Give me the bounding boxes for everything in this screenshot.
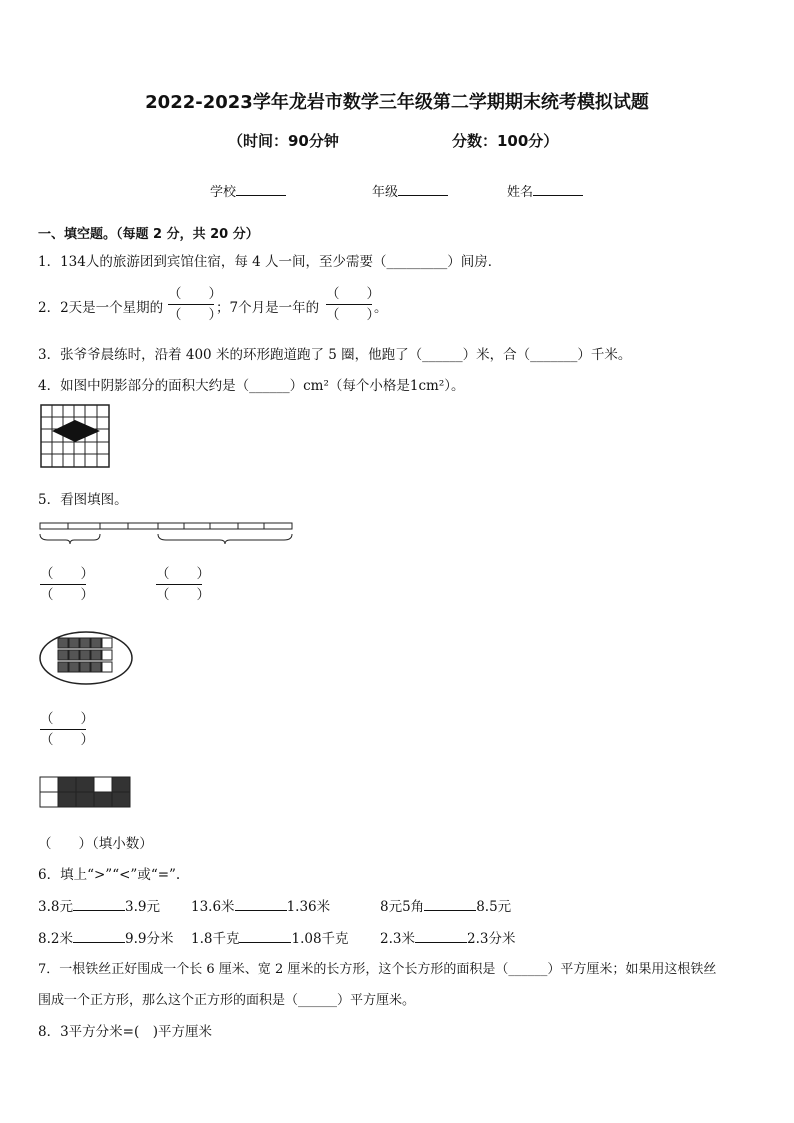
fraction-numerator[interactable]: （ ） bbox=[40, 564, 86, 585]
grade-blank[interactable] bbox=[398, 182, 448, 196]
q6-compare-1-1[interactable] bbox=[38, 895, 160, 915]
score-label: 分数：100分） bbox=[452, 132, 559, 150]
question-2-text-b: ；7个月是一年的 bbox=[216, 300, 320, 316]
grade-field[interactable] bbox=[372, 181, 448, 200]
question-2-text-a: 2．2天是一个星期的 bbox=[38, 300, 164, 316]
q5-segment-bar bbox=[38, 518, 298, 546]
q5-decimal-answer[interactable]: （ ）（填小数） bbox=[38, 836, 153, 852]
q5-fraction-1[interactable] bbox=[40, 564, 94, 605]
compare-right: 2.3分米 bbox=[466, 931, 516, 947]
question-8: 8．3平方分米=( )平方厘米 bbox=[38, 1024, 213, 1040]
compare-left: 2.3米 bbox=[380, 931, 415, 947]
question-2-text-c: 。 bbox=[374, 300, 388, 316]
compare-left: 3.8元 bbox=[38, 899, 73, 915]
q6-compare-1-3[interactable] bbox=[380, 895, 511, 915]
name-field[interactable] bbox=[507, 181, 583, 200]
fraction-numerator[interactable]: （ ） bbox=[168, 284, 214, 305]
fraction-denominator[interactable]: （ ） bbox=[168, 307, 222, 323]
section-heading: 一、填空题。（每题 2 分，共 20 分） bbox=[38, 227, 259, 242]
question-5: 5．看图填图。 bbox=[38, 492, 128, 508]
q5-shaded-grid bbox=[38, 775, 138, 811]
fraction-denominator[interactable]: （ ） bbox=[40, 732, 94, 748]
school-blank[interactable] bbox=[236, 182, 286, 196]
fraction-denominator[interactable]: （ ） bbox=[156, 587, 210, 603]
page-title: 2022-2023学年龙岩市数学三年级第二学期期末统考模拟试题 bbox=[145, 92, 649, 113]
question-7-line-2: 围成一个正方形，那么这个正方形的面积是（______）平方厘米。 bbox=[38, 993, 416, 1008]
question-2-fraction-1[interactable] bbox=[168, 284, 222, 325]
fraction-numerator[interactable]: （ ） bbox=[326, 284, 372, 305]
compare-right: 1.36米 bbox=[286, 899, 331, 915]
compare-left: 1.8千克 bbox=[191, 931, 240, 947]
fraction-denominator[interactable]: （ ） bbox=[326, 307, 380, 323]
compare-right: 3.9元 bbox=[124, 899, 160, 915]
school-label: 学校 bbox=[210, 185, 237, 200]
q4-grid-figure bbox=[40, 404, 112, 470]
q6-compare-2-2[interactable] bbox=[191, 927, 349, 947]
q6-compare-2-3[interactable] bbox=[380, 927, 515, 947]
question-2-fraction-2[interactable] bbox=[326, 284, 380, 325]
compare-right: 1.08千克 bbox=[291, 931, 349, 947]
compare-right: 9.9分米 bbox=[124, 931, 174, 947]
compare-blank[interactable] bbox=[235, 897, 287, 911]
fraction-numerator[interactable]: （ ） bbox=[156, 564, 202, 585]
compare-right: 8.5元 bbox=[476, 899, 512, 915]
question-1: 1．134人的旅游团到宾馆住宿，每 4 人一间，至少需要（_________）间房． bbox=[38, 254, 502, 270]
compare-blank[interactable] bbox=[73, 897, 125, 911]
compare-left: 8.2米 bbox=[38, 931, 73, 947]
school-field[interactable] bbox=[210, 181, 286, 200]
compare-blank[interactable] bbox=[73, 929, 125, 943]
compare-blank[interactable] bbox=[415, 929, 467, 943]
q5-fraction-3[interactable] bbox=[40, 709, 94, 750]
fraction-denominator[interactable]: （ ） bbox=[40, 587, 94, 603]
compare-left: 13.6米 bbox=[191, 899, 235, 915]
compare-blank[interactable] bbox=[239, 929, 291, 943]
question-6: 6．填上“>”“<”或“=”. bbox=[38, 867, 181, 883]
question-4: 4．如图中阴影部分的面积大约是（______）cm²（每个小格是1cm²）。 bbox=[38, 378, 465, 394]
fraction-numerator[interactable]: （ ） bbox=[40, 709, 86, 730]
name-blank[interactable] bbox=[533, 182, 583, 196]
time-label: （时间：90分钟 bbox=[228, 132, 339, 150]
compare-blank[interactable] bbox=[424, 897, 476, 911]
q5-ellipse-grid bbox=[38, 630, 136, 686]
compare-left: 8元5角 bbox=[380, 899, 425, 915]
name-label: 姓名 bbox=[507, 185, 534, 200]
q6-compare-1-2[interactable] bbox=[191, 895, 330, 915]
question-7-line-1: 7．一根铁丝正好围成一个长 6 厘米、宽 2 厘米的长方形，这个长方形的面积是（______）平方厘米；如果用这根铁丝 bbox=[38, 962, 717, 977]
grade-label: 年级 bbox=[372, 185, 399, 200]
question-3: 3．张爷爷晨练时，沿着 400 米的环形跑道跑了 5 圈，他跑了（______）米，合（_______）千米。 bbox=[38, 347, 632, 363]
q5-fraction-2[interactable] bbox=[156, 564, 210, 605]
q6-compare-2-1[interactable] bbox=[38, 927, 173, 947]
